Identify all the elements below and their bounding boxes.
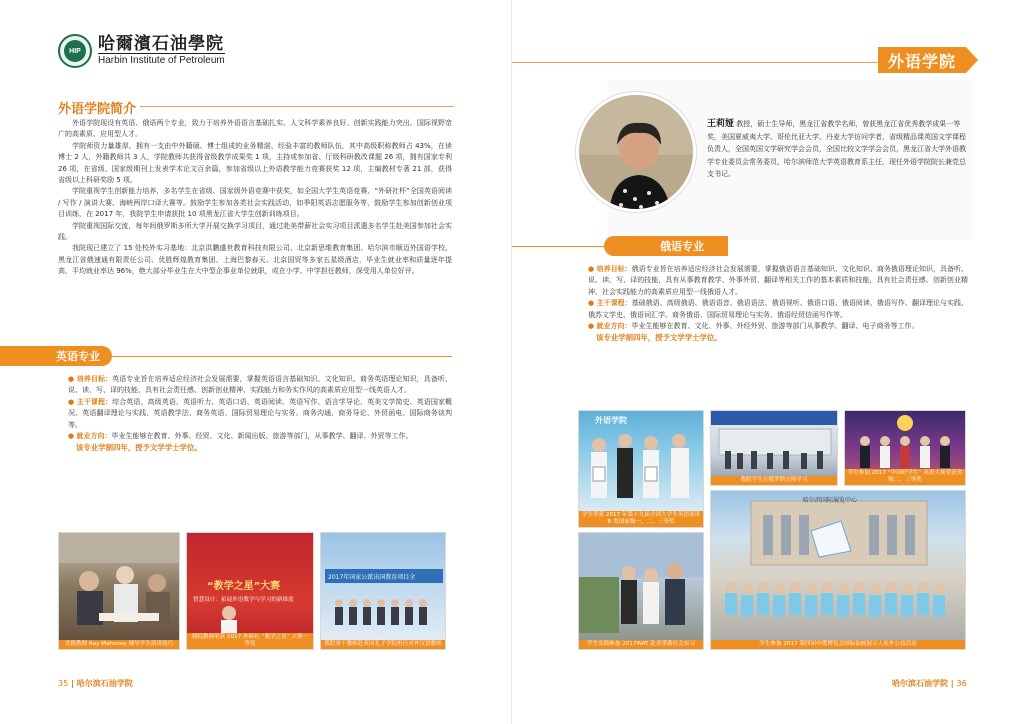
- photo-wat-practice: [578, 532, 704, 650]
- intro-title-rule: [140, 106, 454, 107]
- photo-russia-exchange-image: [711, 411, 838, 473]
- goal-bullet-icon: ●: [588, 265, 597, 273]
- photo-caption: 美籍教师 Ray Mahoney 辅导学生演讲技巧: [59, 640, 179, 649]
- photo-confucius-institute: [320, 532, 446, 650]
- russian-courses-label: 主干课程：: [596, 299, 632, 308]
- photo-overlay-subtext: 智慧设计：拓展外语教学与学习的新维度: [193, 597, 294, 603]
- header-rule: [512, 62, 878, 63]
- footer-school-name: 哈尔滨石油学院: [892, 679, 948, 688]
- dean-portrait: [576, 92, 696, 212]
- intro-paragraph: 我院现已建立了 15 处校外实习基地：北京洪鹏盛世教育科技有限公司、北京新思维教育集团、哈尔滨市顺迈外国语学校、黑龙江省俄速通有限责任公司、优胜辉煌教育集团、上海巴黎春天、北京国贸等多家五星级酒店，毕业生就业率和质量逐年提高，平均就业率达 96%，绝大部分毕业生在大中型企事业单位就职，或在小学、中学担任教师，深受用人单位好评。: [58, 244, 452, 276]
- goal-bullet-icon: ●: [68, 375, 77, 383]
- intro-paragraph: 学院重视国际交流，每年间俄罗斯多所大学开展交换学习项目，通过赴美带薪社会实习项目派遣多名学生赴美国参加社会实践。: [58, 221, 452, 242]
- photo-caption: 学生荣获 2017 年第十九届全国大学生英语演讲 B 类国家级一、二、三等奖: [579, 511, 703, 527]
- photo-caption: 学生参加 2017 “中国好学生” 英语大赛荣获省级二、三等奖: [845, 469, 965, 485]
- english-goal-label: 培养目标：: [76, 375, 113, 383]
- russian-courses: 基础俄语、高级俄语、俄语语音、俄语语法、俄语视听、俄语口语、俄语阅读、俄语写作、翻译理论与实践、俄苏文学史、俄语词汇学、商务俄语、国际贸易理论与实务、俄语经贸信函写作等。: [588, 299, 969, 319]
- institute-seal-icon: [58, 34, 92, 68]
- english-courses: 综合英语、高级英语、英语听力、英语口语、英语阅读、英语写作、语言学导论、英美文学简史、英语国家概况、英语翻译理论与实践、英语教学法、商务英语、国际贸易理论与实务、商务沟通、商务导论、外贸函电、国际商务谈判等。: [68, 397, 453, 429]
- courses-bullet-icon: ●: [588, 299, 597, 308]
- dean-name: 王莉娅: [707, 119, 735, 129]
- russian-career-label: 就业方向：: [596, 322, 632, 331]
- english-section-title: 英语专业: [0, 346, 112, 366]
- institute-logo: [58, 34, 225, 68]
- dean-profile-text: [707, 118, 969, 181]
- career-bullet-icon: ●: [588, 322, 597, 331]
- intro-text: [58, 118, 452, 278]
- photo-speech-coaching-image: [59, 533, 180, 633]
- russian-section-title: 俄语专业: [604, 236, 728, 256]
- photo-speech-coaching: [58, 532, 180, 650]
- department-tab: 外语学院: [878, 47, 966, 73]
- footer-left: 35 | 哈尔滨石油学院: [58, 679, 133, 688]
- page-number: 35: [58, 679, 69, 688]
- english-career-label: 就业方向：: [76, 432, 112, 441]
- photo-good-student-contest: [844, 410, 966, 486]
- intro-paragraph: 学院重视学生创新能力培养，多名学生在省级、国家级外语竞赛中获奖，如全国大学生英语竞赛、“外研社杯”全国英语阅读 / 写作 / 演讲大赛、海峡两岸口译大赛等。鼓励学生参加各类社会实践活动，如季阳英语志愿服务等，鼓励学生参加创新创业项目训练，在 2017 年，我院学生申请获批 10 项黑龙江省大学生创新训练项目。: [58, 187, 452, 219]
- courses-bullet-icon: ●: [68, 397, 77, 406]
- english-courses-label: 主干课程：: [76, 397, 113, 406]
- photo-overlay-banner: 2017年国家公派出国教育项目全: [325, 569, 443, 583]
- photo-overlay-text: 外语学院: [595, 416, 627, 425]
- photo-charity-walk: [710, 490, 966, 650]
- russian-text: [578, 264, 968, 344]
- page-number: 36: [956, 679, 967, 688]
- photo-caption: 我院骨干教师赴英国孔子学院担任对外汉语教师: [321, 640, 445, 649]
- russian-goal-label: 培养目标：: [596, 265, 632, 273]
- photo-good-student-image: [845, 411, 966, 473]
- photo-speech-contest-winners: [578, 410, 704, 528]
- photo-caption: 我院教师荣获 2017 外研社 “教学之星” 大赛一等奖: [187, 633, 313, 649]
- photo-wat-image: [579, 533, 704, 633]
- photo-overlay-text: “教学之星”大赛: [207, 581, 281, 592]
- russian-goal: 俄语专业旨在培养适应经济社会发展需要，掌握俄语语言基础知识、文化知识、商务俄语理论知识，具备听、说、读、写、译的技能，具有从事教育教学、外事外贸、翻译等相关工作的基本素质和技能，具有社会责任感、创新创业精神、社会实践能力的高素质应用型一线俄语人才。: [588, 265, 969, 296]
- right-page: [512, 0, 1024, 724]
- career-bullet-icon: ●: [68, 432, 77, 441]
- photo-caption: 学生实践参加 2017WAT 赴美带薪社会实习: [579, 640, 703, 649]
- photo-caption: 我院学生在俄罗斯交换学习: [711, 476, 837, 485]
- photo-confucius-institute-image: [321, 533, 446, 633]
- dean-bio: 教授，硕士生导师，黑龙江省教学名师，曾获黑龙江省优秀教学成果一等奖，美国夏威夷大学、哥伦比亚大学、丹麦大学访问学者，省级精品课英国文学课程负责人，全国英国文学研究学会会员，全国比较文学学会会员，黑龙江省大学外语教学专业委员会常务委员，哈尔滨师范大学英语教育系主任，现任外语学院院长兼党总支书记。: [707, 120, 966, 179]
- photo-russia-exchange: [710, 410, 838, 486]
- photo-overlay-text: 哈尔滨国际展览中心: [803, 497, 858, 504]
- english-title-rule: [112, 356, 452, 357]
- footer-school-name: 哈尔滨石油学院: [76, 679, 133, 688]
- logo-english-name: Harbin Institute of Petroleum: [98, 55, 225, 66]
- photo-teaching-star: [186, 532, 314, 650]
- footer-right: 哈尔滨石油学院 | 36: [892, 679, 967, 688]
- english-career: 毕业生能够在教育、外事、经贸、文化、新闻出版、旅游等部门，从事教学、翻译、外贸等工作。: [111, 432, 413, 441]
- english-goal: 英语专业旨在培养适应经济社会发展需要，掌握英语语言基础知识、文化知识、商务英语理论知识，具备听、说、读、写、译的技能，具有社会责任感、创新创业精神、实践能力和务实作风的高素质应用型一线英语人才。: [68, 375, 453, 395]
- russian-title-rule: [512, 246, 604, 247]
- photo-charity-walk-image: [711, 491, 966, 633]
- photo-speech-contest-image: [579, 411, 704, 511]
- russian-degree: 该专业学制四年，授予文学学士学位。: [596, 333, 722, 343]
- photo-teaching-star-image: [187, 533, 314, 633]
- seal-text: HIP: [64, 40, 86, 62]
- intro-paragraph: 外语学院现设有英语、俄语两个专业，致力于培养外语语言基础扎实、人文科学素养良好、创新实践能力突出、国际视野宽广的高素质、应用型人才。: [58, 119, 452, 139]
- english-degree: 该专业学制四年，授予文学学士学位。: [76, 443, 202, 453]
- logo-chinese-name: 哈爾濱石油學院: [98, 34, 224, 54]
- photo-caption: 学生参加 2017 第四届中俄博览会国际油画展万人徒步公益活动: [711, 640, 965, 649]
- english-text: [58, 374, 452, 454]
- intro-paragraph: 学院师资力量雄厚，拥有一支由中外籍硕、博士组成的业务精湛、经验丰富的教师队伍，其中高级职称教师占 43%，在读博士 2 人，外籍教师共 3 人，学院教师共获得省级教学成果奖 1 项，主持或参加省、厅级科研教改课题 26 项，拥有国家专利 26 项，在省级、国家级期刊上发表学术论文百余篇，参加省级以上外语教学能力竞赛获奖 12 项，主编教材专著 21 部，获得省级以上科研奖励 5 项。: [58, 141, 452, 185]
- intro-title: 外语学院简介: [58, 102, 137, 117]
- russian-career: 毕业生能够在教育、文化、外事、外经外贸、旅游等部门从事教学、翻译、电子商务等工作。: [631, 322, 919, 331]
